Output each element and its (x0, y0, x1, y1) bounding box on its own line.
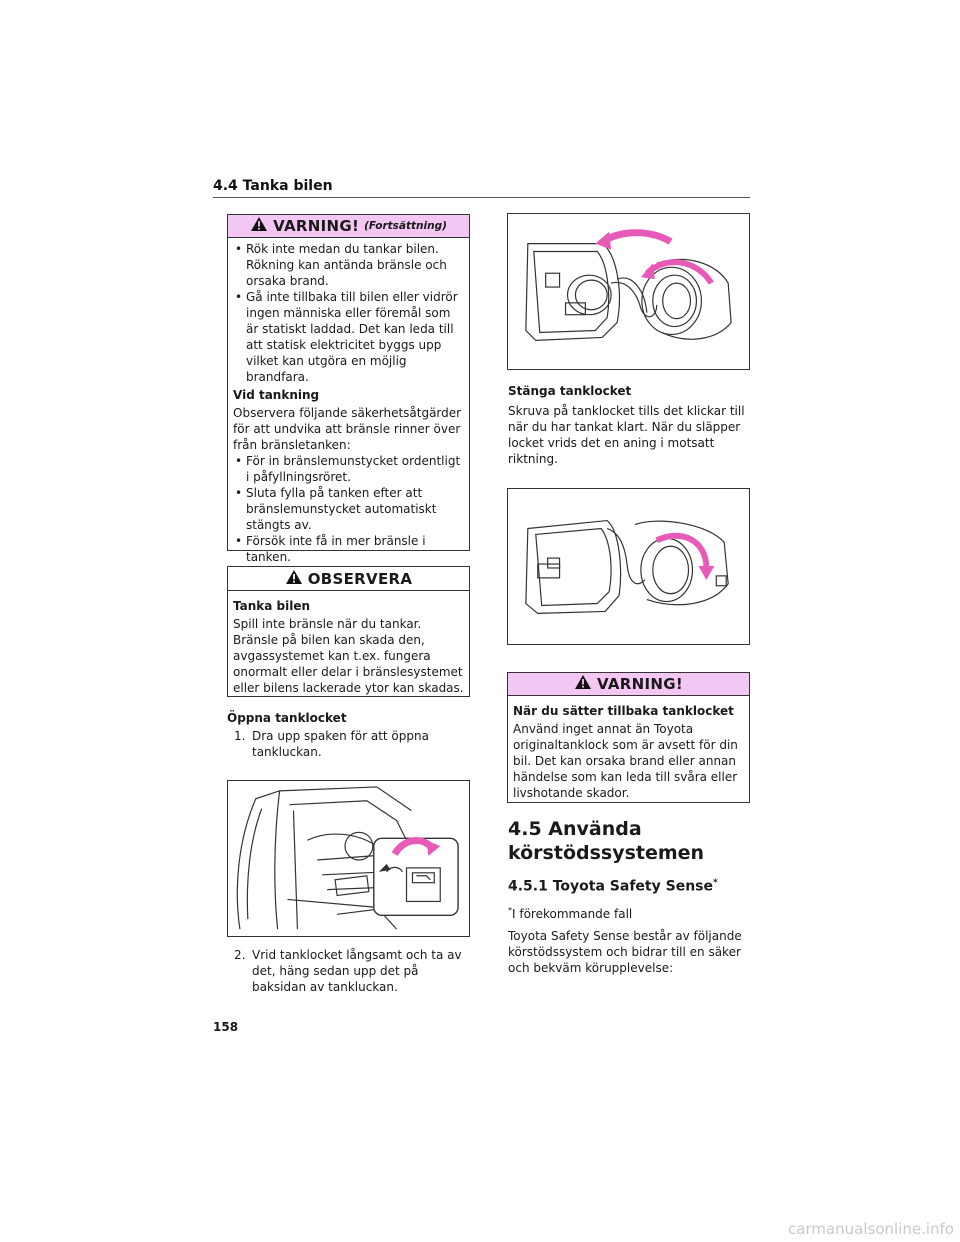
open-section (227, 710, 472, 760)
step2 (227, 947, 472, 995)
fuel-cap-close-illustration (507, 488, 750, 645)
warning-subtitle: (Fortsättning) (364, 220, 447, 232)
list-item: • Sluta fylla på tanken efter att bränslemunstycket automatiskt stängts av. (233, 485, 464, 533)
warning-header (508, 673, 749, 696)
notice-box (227, 566, 470, 697)
step-item: 2. Vrid tanklocket långsamt och ta av det, häng sedan upp det på baksidan av tankluckan. (234, 948, 462, 994)
section-header: 4.4 Tanka bilen (213, 178, 333, 194)
subsection-heading: 4.5.1 Toyota Safety Sense* (508, 878, 718, 895)
notice-icon (285, 569, 303, 589)
list-item: • För in bränslemunstycket ordentligt i påfyllningsröret. (233, 453, 464, 485)
lever-illustration (227, 780, 470, 937)
step-item: 1. Dra upp spaken för att öppna tankluckan. (234, 729, 429, 759)
paragraph: Skruva på tanklocket tills det klickar till när du har tankat klart. När du släpper locket vrids det en aning i motsatt riktning. (508, 404, 745, 466)
warning-icon (574, 674, 592, 694)
page-number: 158 (213, 1020, 239, 1034)
section45-body (508, 903, 753, 976)
subheading: Tanka bilen (233, 599, 311, 613)
paragraph: Spill inte bränsle när du tankar. Bränsle på bilen kan skada den, avgassystemet kan t.ex. fungera onormalt eller delar i bränslesystemet eller bilens lackerade ytor kan skadas. (233, 617, 464, 695)
warning-icon (250, 216, 268, 236)
notice-title: OBSERVERA (307, 569, 413, 588)
section-heading: Stänga tanklocket (508, 384, 632, 398)
notice-header (228, 567, 469, 591)
warning-title: VARNING! (597, 675, 683, 693)
watermark: carmanualsonline.info (788, 1220, 954, 1238)
paragraph: Toyota Safety Sense består av följande körstödssystem och bidrar till en säker och bekväm körupplevelse: (508, 929, 742, 975)
footnote: *I förekommande fall (508, 906, 633, 921)
warning-header (228, 215, 469, 238)
paragraph: Använd inget annat än Toyota originaltanklock som är avsett för din bil. Det kan orsaka brand eller annan händelse som kan leda till svåra eller livshotande skador. (513, 722, 738, 800)
warning-box-fuel-cap (507, 672, 750, 803)
list-item: • Gå inte tillbaka till bilen eller vidrör ingen människa eller föremål som är statiskt laddad. Det kan leda till att statisk elektricitet byggs upp vilket kan utgöra en möjlig brandfara. (233, 289, 464, 385)
chapter-heading: 4.5 Använda körstödssystemen (508, 818, 705, 864)
section-heading: Öppna tanklocket (227, 711, 347, 725)
paragraph: Observera följande säkerhetsåtgärder för att undvika att bränsle rinner över från bränsletanken: (233, 406, 462, 452)
subheading: När du sätter tillbaka tanklocket (513, 704, 734, 718)
header-rule (213, 197, 750, 198)
list-item: • Försök inte få in mer bränsle i tanken. (233, 533, 464, 565)
warning-box-continued (227, 214, 470, 564)
warning-title: VARNING! (273, 217, 360, 235)
fuel-cap-open-illustration (507, 213, 750, 370)
close-section (508, 383, 753, 467)
list-item: • Rök inte medan du tankar bilen. Rökning kan antända bränsle och orsaka brand. (233, 241, 464, 289)
subheading: Vid tankning (233, 388, 320, 402)
